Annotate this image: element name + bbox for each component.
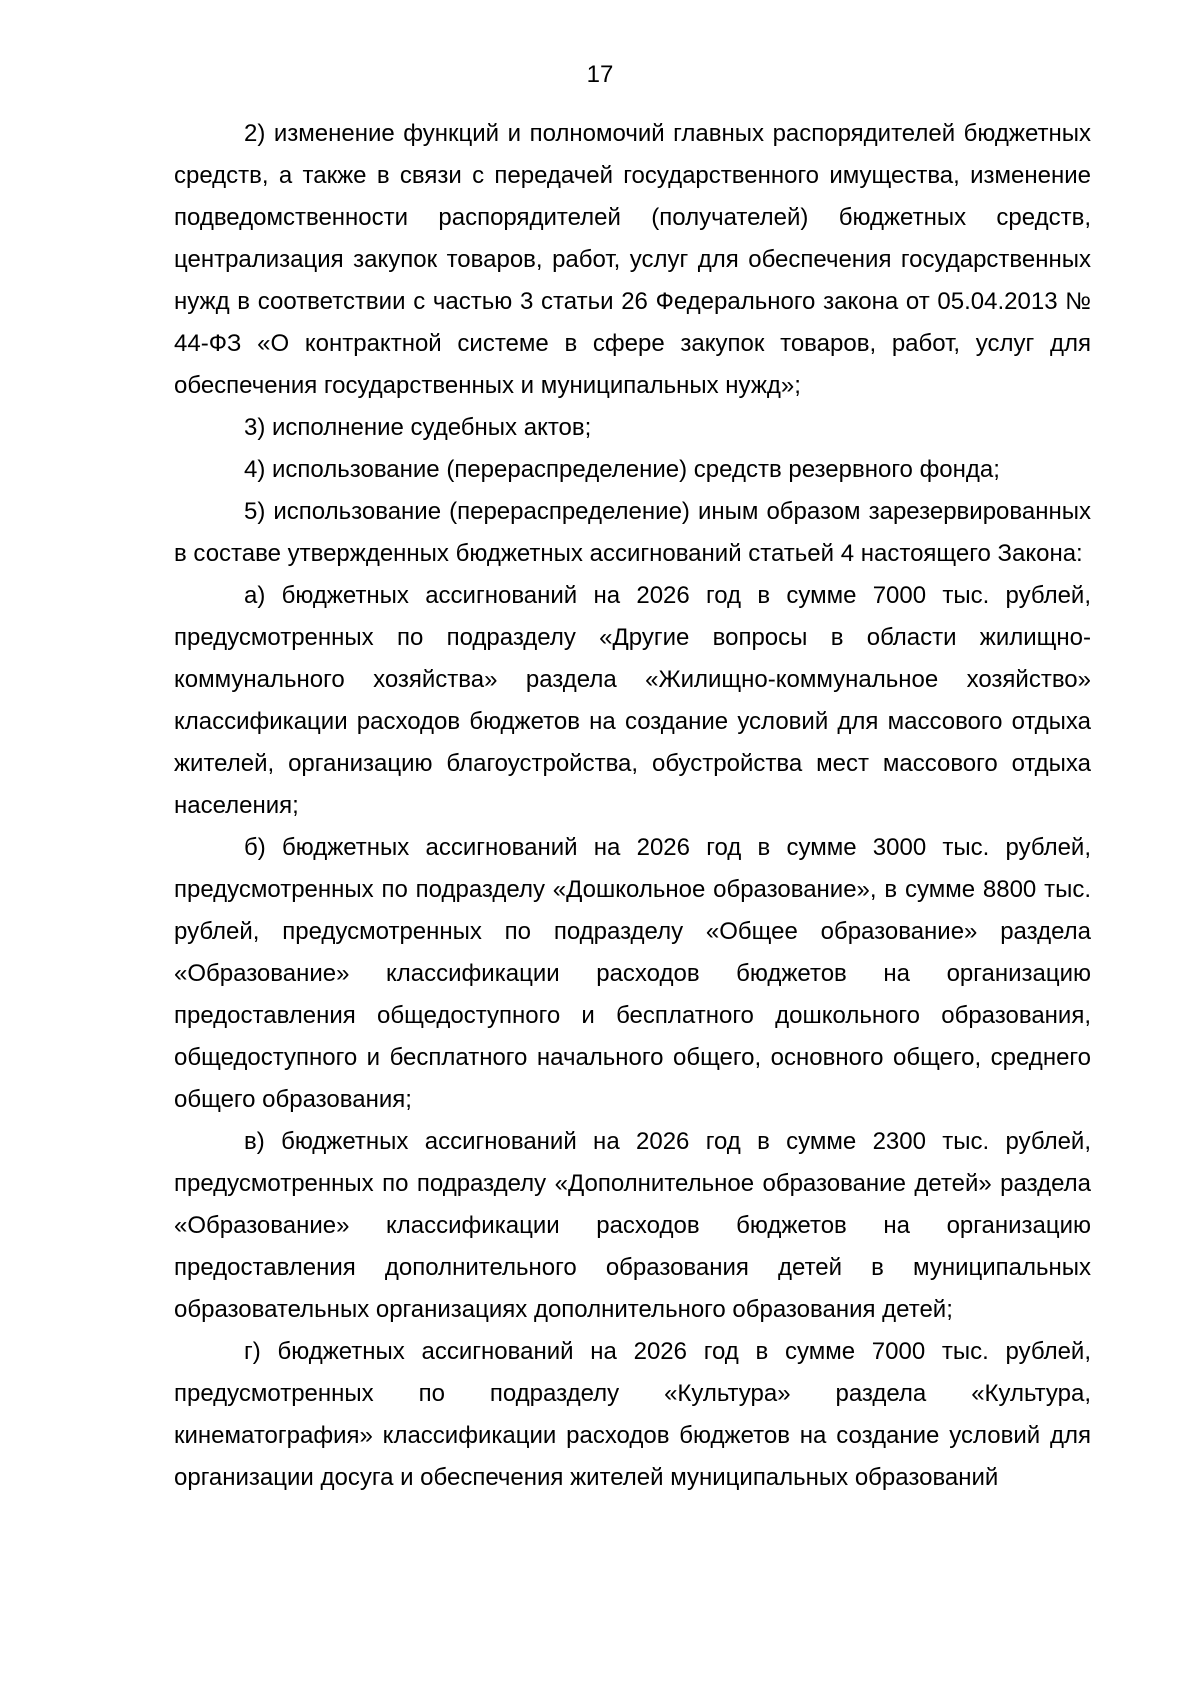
paragraph-subitem-b: б) бюджетных ассигнований на 2026 год в сумме 3000 тыс. рублей, предусмотренных по подразделу «Дошкольное образование», в сумме 8800 тыс. рублей, предусмотренных по подразделу «Общее образование» раздела «Образование» классификации расходов бюджетов на организацию предоставления общедоступного и бесплатного дошкольного образования, общедоступного и бесплатного начального общего, основного общего, среднего общего образования;: [174, 834, 1091, 1113]
document-body: [174, 113, 1091, 1499]
paragraph-subitem-g: г) бюджетных ассигнований на 2026 год в сумме 7000 тыс. рублей, предусмотренных по подразделу «Культура» раздела «Культура, кинематография» классификации расходов бюджетов на создание условий для организации досуга и обеспечения жителей муниципальных образований: [174, 1338, 1091, 1491]
paragraph-item-3-court-acts: 3) исполнение судебных актов;: [244, 414, 592, 441]
page-number: 17: [586, 61, 614, 88]
paragraph-subitem-a: а) бюджетных ассигнований на 2026 год в сумме 7000 тыс. рублей, предусмотренных по подразделу «Другие вопросы в области жилищно-коммунального хозяйства» раздела «Жилищно-коммунальное хозяйство» классификации расходов бюджетов на создание условий для массового отдыха жителей, организацию благоустройства, обустройства мест массового отдыха населения;: [174, 582, 1091, 819]
paragraph-subitem-v: в) бюджетных ассигнований на 2026 год в сумме 2300 тыс. рублей, предусмотренных по подразделу «Дополнительное образование детей» раздела «Образование» классификации расходов бюджетов на организацию предоставления дополнительного образования детей в муниципальных образовательных организациях дополнительного образования детей;: [174, 1128, 1091, 1323]
paragraph-item-2-changes: 2) изменение функций и полномочий главных распорядителей бюджетных средств, а также в связи с передачей государственного имущества, изменение подведомственности распорядителей (получателей) бюджетных средств, централизация закупок товаров, работ, услуг для обеспечения государственных нужд в соответствии с частью 3 статьи 26 Федерального закона от 05.04.2013 № 44-ФЗ «О контрактной системе в сфере закупок товаров, работ, услуг для обеспечения государственных и муниципальных нужд»;: [174, 120, 1091, 399]
paragraph-item-5-reserved-allocations: 5) использование (перераспределение) иным образом зарезервированных в составе утвержденных бюджетных ассигнований статьей 4 настоящего Закона:: [174, 498, 1091, 567]
paragraph-item-4-reserve-fund: 4) использование (перераспределение) средств резервного фонда;: [244, 456, 1000, 483]
